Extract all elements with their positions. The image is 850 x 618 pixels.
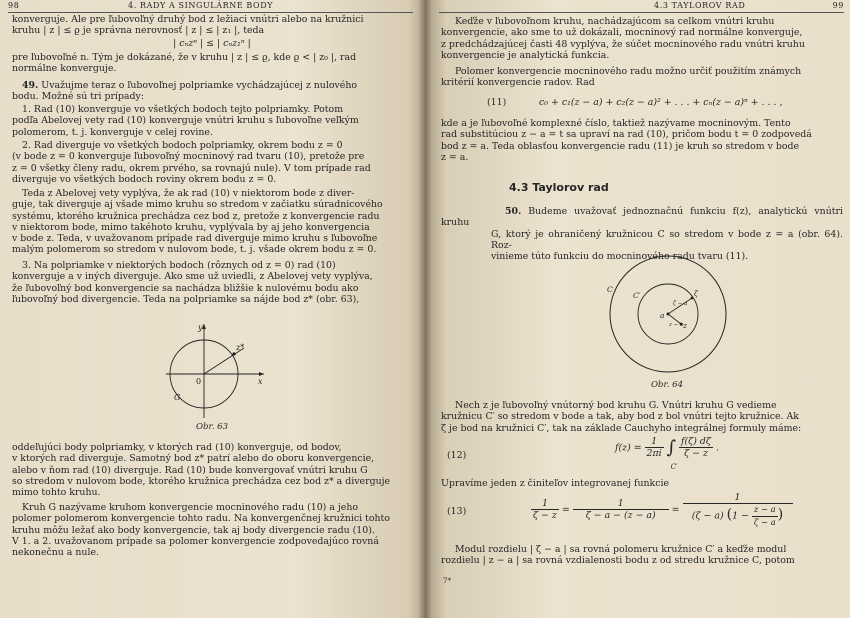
- text-line: G, ktorý je ohraničený kružnicou C so stredom v bode z = a (obr. 64). Roz-: [491, 228, 843, 251]
- eq11: c₀ + c₁(z − a) + c₂(z − a)² + . . . + cₙ(z − a)ⁿ + . . . ,: [539, 97, 783, 108]
- text-line: V 1. a 2. uvažovanom prípade sa polomer konvergencie zodpovedajúco rovná: [12, 535, 379, 547]
- label-z: z: [683, 321, 687, 330]
- figure-63-caption: Obr. 63: [196, 422, 229, 432]
- section-49: [12, 80, 412, 103]
- figure-64-caption: Obr. 64: [651, 380, 684, 390]
- text-line: malým polomerom so stredom v nulovom bode, t. j. všade okrem bodu z = 0.: [12, 244, 377, 256]
- text-line: so stredom v nulovom bode, ktorého kružnica prechádza cez bod z* a diverguje: [12, 475, 391, 487]
- left-running-head: [8, 0, 413, 13]
- fraction-numerator: 1: [531, 498, 559, 510]
- text-line: z = 0 všetky členy radu, okrem prvého, sa rovnajú nule). V tom prípade rad: [12, 162, 371, 174]
- eq12-coefficient: [645, 436, 664, 460]
- inner-fraction: [752, 504, 778, 528]
- fraction-numerator: 1: [683, 492, 793, 504]
- text-line: polomer polomerom konvergencie tohto radu. Na konvergenčnej kružnici tohto: [12, 513, 390, 525]
- figure-64: [603, 252, 733, 378]
- label-c: C: [607, 285, 613, 294]
- den-factor: (ζ − a): [691, 510, 724, 522]
- text-line: alebo v ňom rad (10) diverguje. Rad (10) bude konvergovať vnútri kruhu G: [12, 464, 368, 476]
- fraction-numerator: 1: [573, 498, 669, 510]
- y-axis-arrow: [202, 324, 206, 329]
- simplify-line: Upravíme jeden z činiteľov integrovanej funkcie: [441, 478, 670, 489]
- closing-paragraph: [441, 544, 843, 567]
- left-intro: [12, 14, 412, 37]
- right-page: [425, 0, 850, 618]
- text-line: Uvažujme teraz o ľubovoľnej polpriamke vychádzajúcej z nulového: [41, 80, 358, 91]
- text-line: diverguje vo všetkých bodoch roviny okrem bodu z = 0.: [12, 173, 277, 185]
- after-eq11: [441, 118, 843, 163]
- after-inequality: [12, 52, 412, 75]
- section-number: 49.: [22, 80, 39, 91]
- label-zeta: ζ: [694, 289, 699, 298]
- point-zeta: [691, 297, 694, 300]
- text-line: v niektorom bode, mimo takéhoto kruhu, vyplývala by aj jeho konvergencia: [12, 221, 370, 233]
- left-page-number: 98: [8, 1, 20, 10]
- right-running-head-title: 4.3 TAYLOROV RAD: [654, 1, 746, 10]
- fraction-numerator: f(ζ) dζ: [681, 436, 711, 447]
- text-line: Teda z Abelovej vety vyplýva, že ak rad (10) v niektorom bode z diver-: [22, 188, 355, 199]
- signature-mark: 7*: [443, 577, 451, 585]
- fraction-denominator: (ζ − a) (1 − $\frac{z - a}{\zeta - a}$ ): [691, 504, 784, 527]
- text-line: Kruh G nazývame kruhom konvergencie mocninového radu (10) a jeho: [22, 502, 359, 513]
- label-a: a: [660, 311, 665, 320]
- eq13: $\frac{1}{\zeta - z}$ = $\frac{1}{\zeta - a - (z - a)}$ = 1 (ζ − a) (1 − $\frac{z - a}{\zeta - a}$ ): [531, 492, 793, 528]
- book-gutter: [418, 0, 432, 618]
- fraction-numerator: z − a: [752, 504, 778, 516]
- text-line: Nech z je ľubovoľný vnútorný bod kruhu G. Vnútri kruhu G vedieme: [455, 400, 777, 411]
- label-y: y: [198, 323, 203, 332]
- figure-63: [160, 318, 270, 420]
- text-line: kruhu môžu ležať ako body konvergencie, tak aj body divergencie radu (10).: [12, 524, 375, 536]
- text-line: 1. Rad (10) konverguje vo všetkých bodoch tejto polpriamky. Potom: [22, 104, 344, 115]
- text-line: z predchádzajúcej časti 48 vyplýva, že súčet mocninového radu vnútri kruhu: [441, 38, 805, 50]
- label-g: G: [174, 393, 181, 402]
- label-z-minus-a: z − a: [669, 322, 684, 328]
- label-z-star: z*: [236, 343, 245, 352]
- inequality: | cₙzⁿ | ≤ | cₙz₁ⁿ |: [173, 38, 251, 49]
- eq13-term-b: [573, 498, 669, 522]
- x-axis-arrow: [259, 372, 264, 376]
- eq11-number: (11): [487, 97, 507, 108]
- den-mid: 1 −: [732, 510, 749, 522]
- label-zeta-minus-a: ζ − a: [673, 301, 688, 307]
- integral-sign: [666, 437, 678, 472]
- right-running-head: [439, 0, 844, 13]
- definition-paragraph: [12, 502, 412, 558]
- text-line: Budeme uvažovať jednoznačnú funkciu f(z), analytickú vnútri kruhu: [441, 206, 843, 229]
- text-line: guje, tak diverguje aj všade mimo kruhu so stredom v začiatku súradnicového: [12, 199, 383, 211]
- text-line: ľubovoľný bod divergencie. Teda na polpriamke sa nájde bod z* (obr. 63),: [12, 293, 360, 305]
- text-line: v bode z. Teda, v uvažovanom prípade rad diverguje mimo kruhu s ľubovoľne: [12, 233, 378, 245]
- text-line: systému, ktorého kružnica prechádza cez bod z, pretože z konvergencie radu: [12, 210, 380, 222]
- right-page-number: 99: [832, 1, 844, 10]
- text-line: kružnicu C′ so stredom v bode a tak, aby bod z bol vnútri tejto kružnice. Ak: [441, 411, 799, 423]
- text-line: rozdielu | z − a | sa rovná vzdialenosti bodu z od stredu kružnice C, potom: [441, 555, 795, 567]
- section-title: 4.3 Taylorov rad: [509, 181, 609, 194]
- eq12-lhs: f(z) =: [615, 442, 642, 454]
- text-line: normálne konverguje.: [12, 63, 117, 75]
- text-line: z = a.: [441, 151, 469, 163]
- fraction-denominator: 2πi: [646, 448, 662, 460]
- text-line: podľa Abelovej vety rad (10) konverguje vnútri kruhu s ľubovoľne veľkým: [12, 115, 359, 127]
- eq13-number: (13): [447, 506, 467, 517]
- after-figure-64: [441, 400, 843, 434]
- text-line: v ktorých rad diverguje. Samotný bod z* patrí alebo do oboru konvergencie,: [12, 453, 375, 465]
- text-line: pre ľubovoľné n. Tým je dokázané, že v kruhu | z | ≤ ϱ, kde ϱ < | z₀ |, rad: [12, 52, 357, 63]
- label-x: x: [258, 377, 263, 386]
- text-line: rad substitúciou z − a = t sa upraví na rad (10), pričom bodu t = 0 zodpovedá: [441, 129, 812, 141]
- text-line: kde a je ľubovoľné komplexné číslo, taktiež nazývame mocninovým. Tento: [441, 118, 791, 129]
- text-line: Modul rozdielu | ζ − a | sa rovná polomeru kružnice C′ a keďže modul: [455, 544, 787, 555]
- text-line: mimo tohto kruhu.: [12, 487, 101, 499]
- text-line: (v bode z = 0 konverguje ľubovoľný mocninový rad tvaru (10), pretože pre: [12, 151, 365, 163]
- left-running-head-title: 4. RADY A SINGULÁRNE BODY: [128, 1, 274, 10]
- text-line: Polomer konvergencie mocninového radu možno určiť použitím známych: [455, 66, 802, 77]
- text-line: konvergencie je analytická funkcia.: [441, 49, 610, 61]
- case-1: [12, 104, 412, 138]
- fraction-denominator: ζ − z: [533, 510, 557, 522]
- polomer-paragraph: [441, 66, 843, 89]
- text-line: kruhu | z | ≤ ϱ je správna nerovnosť | z | ≤ | z₁ |, teda: [12, 25, 265, 37]
- point-z-star: [232, 352, 235, 355]
- text-line: 3. Na polpriamke v niektorých bodoch (rôznych od z = 0) rad (10): [22, 260, 336, 271]
- fraction-denominator: ζ − z: [684, 448, 708, 460]
- text-line: konverguje. Ale pre ľubovoľný druhý bod z ležiaci vnútri alebo na kružnici: [12, 14, 364, 25]
- section-number: 50.: [505, 206, 522, 217]
- fraction-denominator: ζ − a: [753, 516, 776, 527]
- text-line: že ľubovoľný bod konvergencie sa nachádza bližšie k nulovému bodu ako: [12, 282, 359, 294]
- text-line: polomerom, t. j. konverguje v celej rovine.: [12, 126, 213, 138]
- right-intro: [441, 16, 843, 61]
- text-line: ζ je bod na kružnici C′, tak na základe Cauchyho integrálnej formuly máme:: [441, 422, 802, 434]
- case-2: [12, 140, 412, 185]
- eq12-number: (12): [447, 450, 467, 461]
- text-line: konvergencie, ako sme to už dokázali, mocninový rad normálne konverguje,: [441, 27, 803, 39]
- abel-paragraph: [12, 188, 412, 256]
- contour-label: C′: [670, 463, 678, 472]
- text-line: 2. Rad diverguje vo všetkých bodoch polpriamky, okrem bodu z = 0: [22, 140, 343, 151]
- text-line: bodu. Možné sú tri prípady:: [12, 91, 144, 103]
- fraction-denominator: ζ − a − (z − a): [585, 510, 656, 522]
- label-c-prime: C′: [633, 291, 641, 300]
- text-line: nekonečnu a nule.: [12, 547, 99, 559]
- eq13-term-c: [683, 492, 793, 528]
- text-line: konverguje a v iných diverguje. Ako sme už uviedli, z Abelovej vety vyplýva,: [12, 271, 373, 283]
- text-line: oddeľujúci body polpriamky, v ktorých rad (10) konverguje, od bodov,: [12, 442, 342, 453]
- text-line: vinieme túto funkciu do mocninového radu tvaru (11).: [491, 251, 749, 263]
- text-line: Keďže v ľubovoľnom kruhu, nachádzajúcom sa celkom vnútri kruhu: [455, 16, 775, 27]
- eq12-end: .: [715, 442, 719, 454]
- eq12-integrand: [679, 436, 713, 460]
- label-origin: 0: [196, 377, 202, 386]
- integral-glyph: ∫: [666, 437, 677, 459]
- eq13-term-a: [531, 498, 559, 522]
- after-figure-63: [12, 442, 412, 498]
- case-3: [12, 260, 412, 305]
- text-line: kritérií konvergencie radov. Rad: [441, 77, 595, 89]
- text-line: bod z = a. Teda oblasťou konvergencie radu (11) je kruh so stredom v bode: [441, 140, 800, 152]
- fraction-numerator: 1: [645, 436, 664, 448]
- eq12: [615, 436, 719, 472]
